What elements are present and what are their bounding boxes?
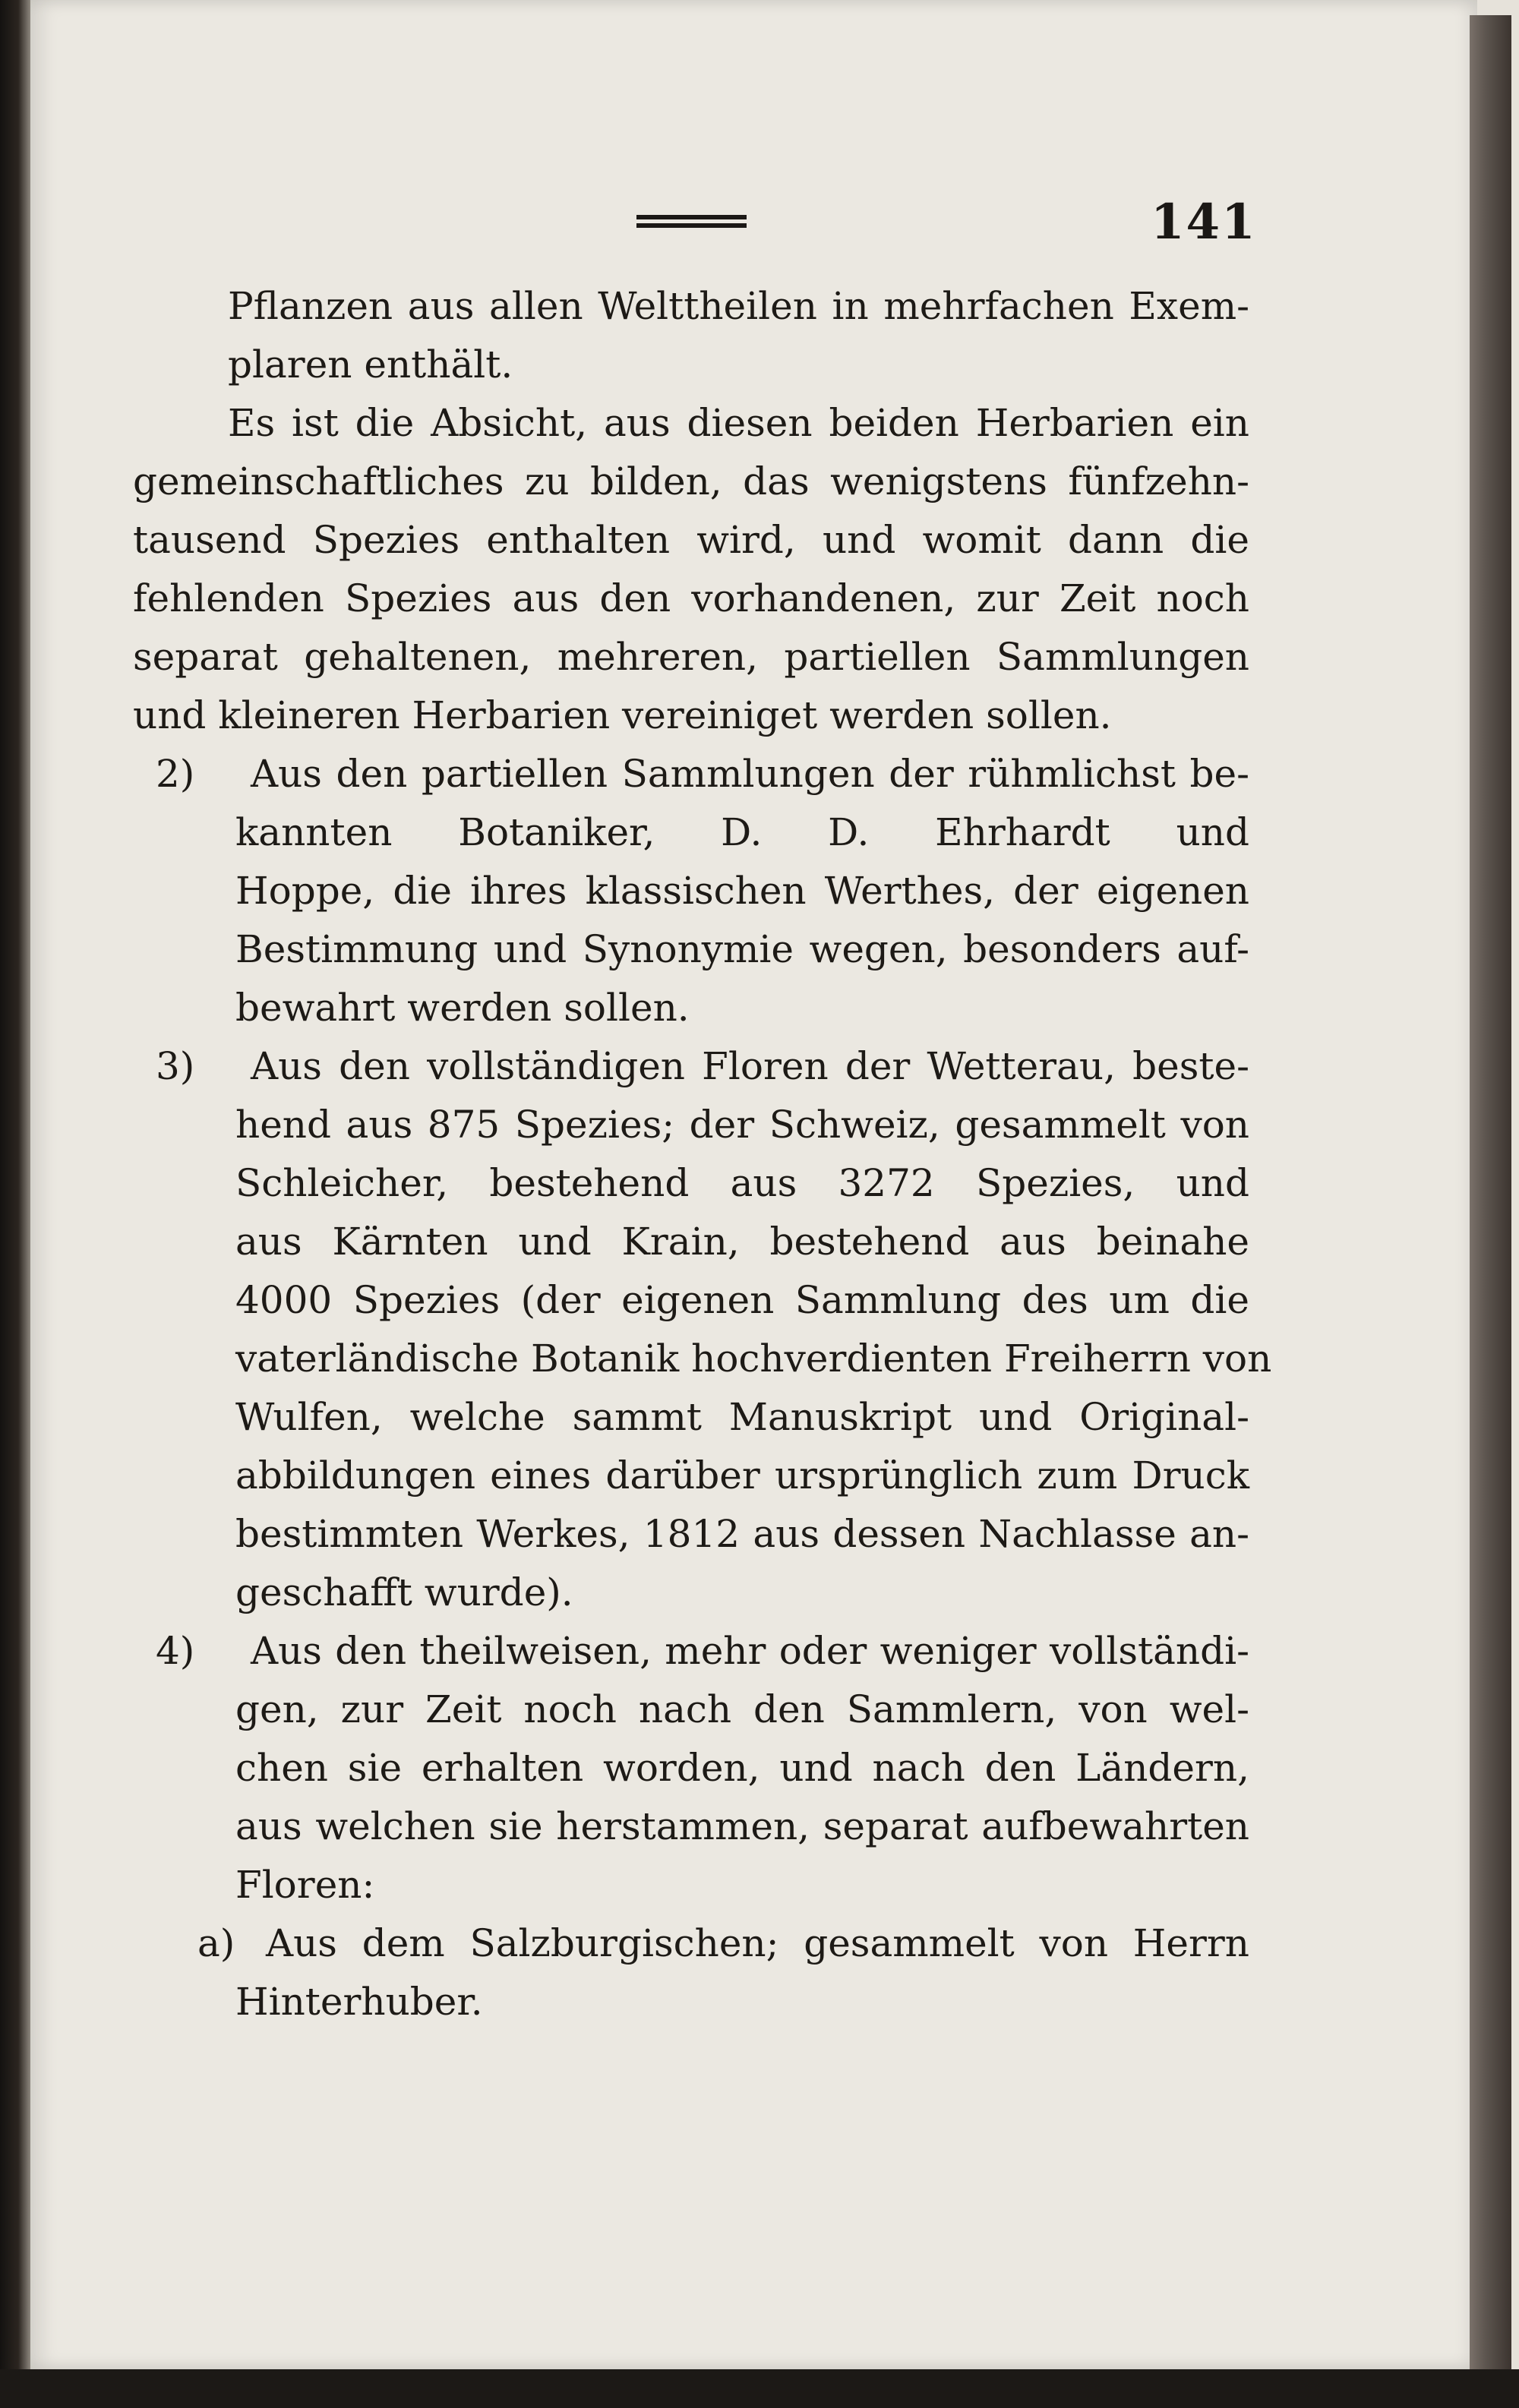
- bottom-shadow: [0, 2369, 1519, 2408]
- text-line: Aus den theilweisen, mehr oder weniger vollständi-: [251, 1629, 1249, 1673]
- text-line: fehlenden Spezies aus den vorhandenen, zur Zeit noch: [133, 576, 1249, 620]
- text-line: Wulfen, welche sammt Manuskript und Original-: [235, 1395, 1249, 1439]
- list-item: [133, 1622, 1249, 1681]
- text-line: tausend Spezies enthalten wird, und womit dann die: [133, 518, 1249, 562]
- body-text: [133, 277, 1272, 2031]
- text-line: Hoppe, die ihres klassischen Werthes, der eigenen: [235, 869, 1249, 913]
- text-line: vaterländische Botanik hochverdienten Freiherrn von: [235, 1337, 1272, 1381]
- text-line: abbildungen eines darüber ursprünglich zum Druck: [235, 1453, 1249, 1498]
- text-line: Schleicher, bestehend aus 3272 Spezies, und: [235, 1161, 1249, 1205]
- text-line: Aus den vollständigen Floren der Wetterau, beste-: [251, 1044, 1249, 1088]
- page-edge: [1470, 15, 1511, 2377]
- header-rule: [636, 215, 747, 232]
- list-marker: 4): [156, 1629, 195, 1673]
- text-line: Hinterhuber.: [235, 1980, 483, 2024]
- list-item: [133, 745, 1249, 803]
- list-marker: 3): [156, 1044, 195, 1088]
- text-line: aus Kärnten und Krain, bestehend aus beinahe: [235, 1220, 1249, 1264]
- text-line: plaren enthält.: [228, 342, 513, 387]
- text-line: aus welchen sie herstammen, separat aufbewahrten: [235, 1804, 1249, 1848]
- text-line: Bestimmung und Synonymie wegen, besonders auf-: [235, 927, 1249, 971]
- text-line: Pflanzen aus allen Welttheilen in mehrfachen Exem-: [228, 284, 1249, 328]
- text-line: Floren:: [235, 1863, 375, 1907]
- text-line: kannten Botaniker, D. D. Ehrhardt und: [235, 810, 1249, 854]
- list-marker: 2): [156, 752, 195, 796]
- page-number: 141: [1151, 194, 1257, 251]
- book-binding: [0, 0, 30, 2408]
- text-line: bestimmten Werkes, 1812 aus dessen Nachlasse an-: [235, 1512, 1249, 1556]
- text-line: geschafft wurde).: [235, 1570, 573, 1614]
- text-line: bewahrt werden sollen.: [235, 986, 690, 1030]
- text-line: Aus dem Salzburgischen; gesammelt von Herrn: [266, 1921, 1249, 1965]
- text-line: hend aus 875 Spezies; der Schweiz, gesammelt von: [235, 1103, 1249, 1147]
- text-line: Aus den partiellen Sammlungen der rühmlichst be-: [251, 752, 1249, 796]
- text-line: Es ist die Absicht, aus diesen beiden Herbarien ein: [228, 401, 1249, 445]
- list-item: [133, 1914, 1249, 1973]
- list-marker: a): [197, 1921, 235, 1965]
- text-line: und kleineren Herbarien vereiniget werden sollen.: [133, 693, 1112, 737]
- text-line: 4000 Spezies (der eigenen Sammlung des um die: [235, 1278, 1249, 1322]
- list-item: [133, 1037, 1249, 1096]
- text-line: separat gehaltenen, mehreren, partiellen Sammlungen: [133, 635, 1249, 679]
- text-line: gemeinschaftliches zu bilden, das wenigstens fünfzehn-: [133, 459, 1249, 503]
- text-line: gen, zur Zeit noch nach den Sammlern, von wel-: [235, 1687, 1249, 1731]
- text-line: chen sie erhalten worden, und nach den Ländern,: [235, 1746, 1249, 1790]
